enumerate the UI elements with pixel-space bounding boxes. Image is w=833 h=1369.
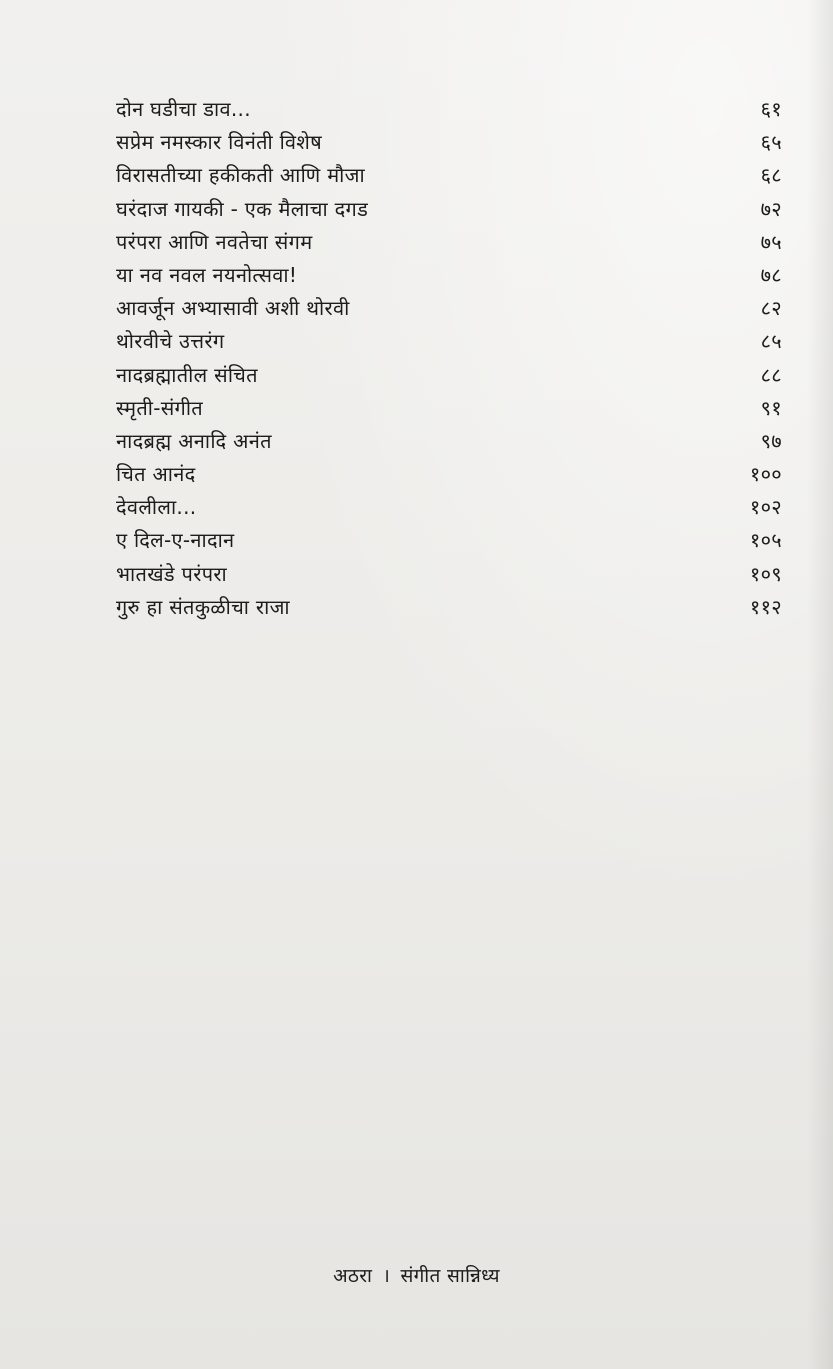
toc-entry	[116, 226, 782, 259]
toc-entry	[116, 193, 782, 226]
toc-entry-page-number: १०२	[749, 495, 782, 520]
toc-entry	[116, 325, 782, 358]
toc-entry-page-number: १०९	[749, 561, 782, 586]
toc-entry	[116, 591, 782, 624]
toc-entry-page-number: ८२	[760, 296, 782, 321]
toc-entry-title: विरासतीच्या हकीकती आणि मौजा	[116, 163, 365, 188]
toc-entry-title: नादब्रह्मातील संचित	[116, 362, 258, 387]
toc-entry-title: थोरवीचे उत्तरंग	[116, 329, 225, 354]
toc-entry-title: नादब्रह्म अनादि अनंत	[116, 428, 272, 453]
table-of-contents	[116, 93, 782, 624]
toc-entry	[116, 93, 782, 126]
footer-page-label: अठरा	[333, 1265, 373, 1287]
toc-entry	[116, 524, 782, 557]
toc-entry-title: दोन घडीचा डाव...	[116, 97, 251, 121]
toc-entry	[116, 159, 782, 192]
toc-entry-page-number: ९१	[760, 395, 782, 420]
page-footer	[0, 1262, 833, 1288]
toc-entry-title: गुरु हा संतकुळीचा राजा	[116, 594, 290, 619]
toc-entry-page-number: ७२	[760, 196, 782, 221]
toc-entry-page-number: ८५	[760, 329, 782, 354]
toc-entry	[116, 558, 782, 591]
toc-entry-page-number: ७८	[760, 262, 782, 287]
toc-entry-title: आवर्जून अभ्यासावी अशी थोरवी	[116, 296, 350, 321]
toc-entry-title: देवलीला...	[116, 495, 197, 520]
toc-entry-page-number: ८८	[760, 362, 782, 387]
toc-entry	[116, 359, 782, 392]
toc-entry-page-number: ६८	[760, 163, 782, 188]
toc-entry-title: या नव नवल नयनोत्सवा!	[116, 262, 298, 287]
toc-entry-title: चित आनंद	[116, 462, 196, 487]
toc-entry-title: सप्रेम नमस्कार विनंती विशेष	[116, 130, 323, 155]
toc-entry-page-number: १००	[749, 462, 782, 487]
toc-entry	[116, 392, 782, 425]
toc-entry-page-number: १०५	[749, 528, 782, 553]
toc-entry-title: भातखंडे परंपरा	[116, 561, 228, 586]
toc-entry-title: स्मृती-संगीत	[116, 395, 203, 420]
toc-entry-page-number: ६५	[760, 130, 782, 155]
footer-book-title: संगीत सान्निध्य	[400, 1265, 500, 1287]
toc-entry	[116, 458, 782, 491]
toc-entry-title: ए दिल-ए-नादान	[116, 528, 235, 553]
toc-entry-page-number: ११२	[749, 594, 782, 619]
toc-entry-title: घरंदाज गायकी - एक मैलाचा दगड	[116, 196, 369, 221]
toc-entry-page-number: ६१	[760, 97, 782, 121]
toc-entry-page-number: ७५	[760, 229, 782, 254]
toc-entry	[116, 491, 782, 524]
footer-separator: ।	[382, 1265, 391, 1287]
page-edge-shadow	[807, 0, 833, 1369]
toc-entry	[116, 425, 782, 458]
toc-entry	[116, 126, 782, 159]
toc-entry	[116, 292, 782, 325]
toc-entry-page-number: ९७	[760, 428, 782, 453]
toc-entry-title: परंपरा आणि नवतेचा संगम	[116, 229, 313, 254]
toc-entry	[116, 259, 782, 292]
